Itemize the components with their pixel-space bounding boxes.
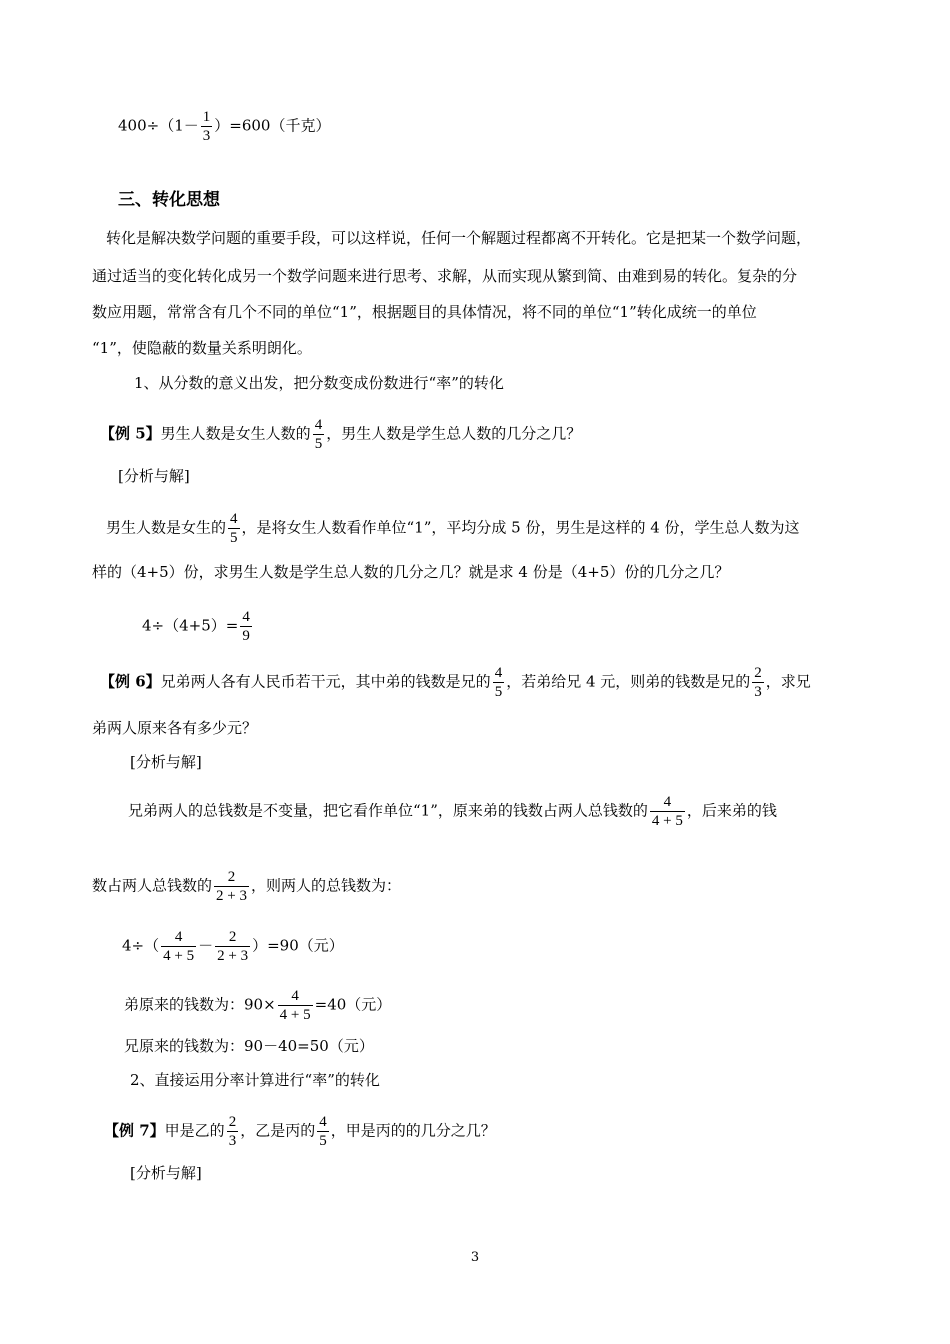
- numerator: 4: [319, 1114, 327, 1130]
- example-6-equation-1: [122, 928, 344, 965]
- analysis-label: [分析与解]: [130, 753, 202, 771]
- text: 400÷（1－: [118, 116, 199, 135]
- numerator: 4: [494, 665, 503, 681]
- subheading-2: 2、直接运用分率计算进行“率”的转化: [130, 1071, 380, 1089]
- text: ）=600（千克）: [214, 116, 331, 135]
- text: ，甲是丙的的几分之几？: [330, 1121, 496, 1140]
- numerator: 4: [242, 609, 250, 625]
- fraction: [214, 868, 249, 905]
- numerator: 2: [754, 665, 762, 681]
- denominator: 5: [314, 436, 323, 452]
- fraction: [228, 510, 240, 547]
- text: 男生人数是女生人数的: [160, 424, 311, 443]
- numerator: 4: [663, 794, 672, 810]
- denominator: 4 + 5: [279, 1007, 311, 1023]
- subheading-1: 1、从分数的意义出发，把分数变成份数进行“率”的转化: [134, 374, 504, 392]
- denominator: 4 + 5: [163, 948, 195, 964]
- text: ，若弟给兄 4 元，则弟的钱数是兄的: [506, 672, 751, 691]
- numerator: 2: [228, 1114, 237, 1130]
- paragraph-line-1: 转化是解决数学问题的重要手段，可以这样说，任何一个解题过程都离不开转化。它是把某一个数学问题，: [106, 229, 812, 247]
- numerator: 1: [202, 109, 211, 125]
- text: 兄弟两人各有人民币若干元，其中弟的钱数是兄的: [160, 672, 491, 691]
- example-5-solution-line-1: [106, 510, 800, 547]
- example-6-line-2: 弟两人原来各有多少元？: [92, 719, 258, 737]
- example-7: [104, 1113, 496, 1150]
- numerator: 2: [228, 929, 237, 945]
- paragraph-line-2: 通过适当的变化转化成另一个数学问题来进行思考、求解，从而实现从繁到简、由难到易的转化。复杂的分: [92, 267, 798, 285]
- example-5-equation: [142, 608, 254, 645]
- example-label: 【例 7】: [104, 1121, 165, 1140]
- denominator: 5: [230, 530, 238, 546]
- denominator: 5: [494, 684, 503, 700]
- section-heading: 三、转化思想: [118, 190, 220, 210]
- analysis-label: [分析与解]: [130, 1164, 202, 1182]
- example-label: 【例 5】: [100, 424, 161, 443]
- denominator: 3: [202, 128, 211, 144]
- example-6: [100, 664, 811, 701]
- example-6-solution-line-2: [92, 868, 401, 905]
- text: 4÷（: [122, 936, 160, 955]
- text: 弟原来的钱数为：90×: [124, 995, 276, 1014]
- denominator: 2 + 3: [216, 888, 247, 904]
- denominator: 3: [228, 1133, 237, 1149]
- text: ，是将女生人数看作单位“1”，平均分成 5 份，男生是这样的 4 份，学生总人数为这: [241, 518, 800, 537]
- text: 甲是乙的: [164, 1121, 225, 1140]
- operator: －: [198, 936, 214, 955]
- example-6-equation-2: [124, 987, 391, 1024]
- fraction: [752, 664, 764, 701]
- fraction: [161, 928, 196, 965]
- denominator: 4 + 5: [651, 813, 683, 829]
- paragraph-line-4: “1”，使隐蔽的数量关系明朗化。: [92, 339, 312, 357]
- fraction: [240, 608, 252, 645]
- fraction: [201, 108, 213, 145]
- text: ，后来弟的钱: [686, 801, 777, 820]
- text: ，则两人的总钱数为：: [250, 876, 401, 895]
- fraction: [278, 987, 313, 1024]
- text: ）=90（元）: [252, 936, 344, 955]
- fraction: [493, 664, 505, 701]
- example-6-equation-3: 兄原来的钱数为：90－40=50（元）: [124, 1037, 374, 1055]
- numerator: 4: [174, 929, 183, 945]
- denominator: 3: [754, 684, 762, 700]
- fraction: [215, 928, 250, 965]
- fraction: [313, 416, 325, 453]
- equation-line-1: [118, 108, 330, 145]
- fraction: [227, 1113, 239, 1150]
- numerator: 4: [314, 417, 323, 433]
- example-5-solution-line-2: 样的（4+5）份，求男生人数是学生总人数的几分之几？就是求 4 份是（4+5）份的几分之几？: [92, 563, 730, 581]
- text: 4÷（4+5）=: [142, 616, 239, 635]
- paragraph-line-3: 数应用题，常常含有几个不同的单位“1”，根据题目的具体情况，将不同的单位“1”转化成统一的单位: [92, 303, 757, 321]
- denominator: 2 + 3: [217, 948, 249, 964]
- fraction: [317, 1113, 329, 1150]
- numerator: 4: [291, 988, 299, 1004]
- analysis-label: [分析与解]: [118, 467, 190, 485]
- text: 数占两人总钱数的: [92, 876, 213, 895]
- example-5: [100, 416, 581, 453]
- text: 男生人数是女生的: [106, 518, 227, 537]
- example-6-solution-line-1: [128, 793, 777, 830]
- example-label: 【例 6】: [100, 672, 161, 691]
- denominator: 9: [242, 628, 250, 644]
- text: 兄弟两人的总钱数是不变量，把它看作单位“1”，原来弟的钱数占两人总钱数的: [128, 801, 648, 820]
- text: ，求兄: [765, 672, 811, 691]
- text: =40（元）: [314, 995, 392, 1014]
- page-number: 3: [470, 1250, 480, 1265]
- text: ，乙是丙的: [240, 1121, 316, 1140]
- text: ，男生人数是学生总人数的几分之几？: [326, 424, 582, 443]
- denominator: 5: [319, 1133, 327, 1149]
- numerator: 4: [230, 511, 238, 527]
- numerator: 2: [227, 869, 236, 885]
- fraction: [650, 793, 685, 830]
